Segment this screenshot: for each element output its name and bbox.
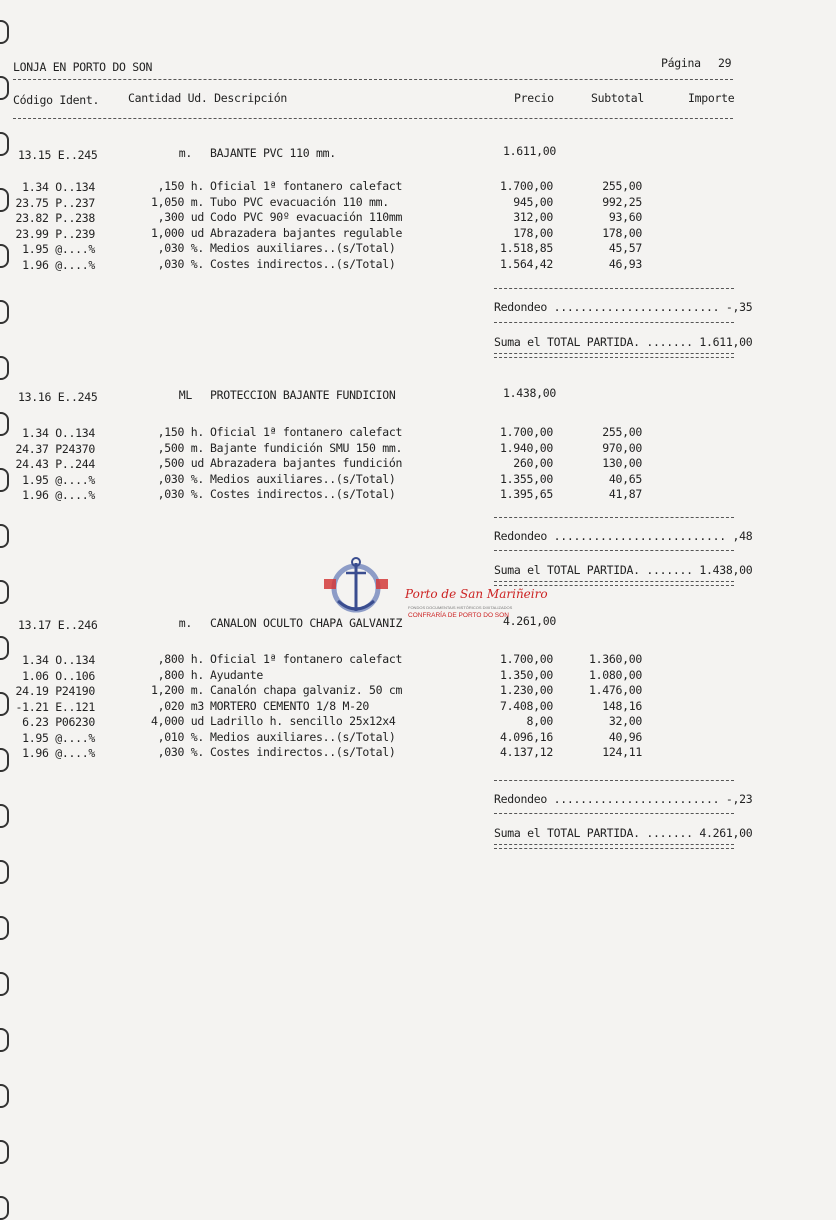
redondeo-line: Redondeo .......................... ,48 — [494, 529, 753, 543]
line-precio: 1.355,00 — [500, 471, 553, 486]
binding-ring — [0, 524, 9, 548]
line-subtotal: 992,25 — [602, 194, 642, 209]
line-code: 1.34 O..134 — [22, 653, 95, 667]
line-quantity: ,030 %. — [157, 487, 204, 501]
anchor-logo-icon — [316, 553, 406, 623]
partida-description: CANALON OCULTO CHAPA GALVANIZ — [210, 616, 403, 630]
line-precio: 1.564,42 — [500, 256, 553, 271]
line-code: 6.23 P06230 — [22, 715, 95, 729]
line-precio: 1.700,00 — [500, 652, 553, 666]
col-subtotal: Subtotal — [591, 91, 644, 105]
line-subtotal: 93,60 — [608, 210, 642, 224]
line-description: Costes indirectos..(s/Total) — [210, 487, 396, 501]
suma-total-line: Suma el TOTAL PARTIDA. ....... 1.611,00 — [494, 335, 753, 349]
suma-rule — [494, 322, 734, 323]
line-code: 24.37 P24370 — [15, 441, 95, 456]
line-subtotal: 45,57 — [608, 241, 642, 255]
binding-ring — [0, 356, 9, 380]
redondeo-line: Redondeo ......................... -,23 — [494, 792, 753, 806]
partida-unit: m. — [178, 616, 192, 630]
line-code: 1.34 O..134 — [22, 426, 95, 440]
line-quantity: ,300 ud — [157, 210, 204, 224]
line-description: Ladrillo h. sencillo 25x12x4 — [210, 714, 396, 728]
redondeo-rule — [494, 517, 734, 518]
line-subtotal: 40,96 — [608, 729, 642, 744]
line-precio: 1.395,65 — [500, 487, 553, 501]
line-precio: 7.408,00 — [500, 698, 553, 713]
line-code: 1.06 O..106 — [22, 668, 95, 683]
line-description: Abrazadera bajantes fundición — [210, 456, 403, 470]
line-precio: 312,00 — [513, 210, 553, 224]
suma-total-line: Suma el TOTAL PARTIDA. ....... 1.438,00 — [494, 563, 753, 577]
line-description: Medios auxiliares..(s/Total) — [210, 729, 396, 744]
line-code: 24.43 P..244 — [15, 457, 95, 471]
line-code: 1.34 O..134 — [22, 180, 95, 194]
line-subtotal: 124,11 — [602, 745, 642, 759]
line-quantity: ,800 h. — [157, 667, 204, 682]
header-rule-top — [13, 79, 733, 80]
binding-ring — [0, 300, 9, 324]
line-subtotal: 255,00 — [602, 179, 642, 193]
line-code: 24.19 P24190 — [15, 684, 95, 698]
line-quantity: ,030 %. — [157, 745, 204, 759]
line-description: Ayudante — [210, 667, 263, 682]
line-precio: 1.700,00 — [500, 425, 553, 439]
col-cantidad-descripcion: Cantidad Ud. Descripción — [128, 91, 287, 105]
total-double-rule — [494, 581, 734, 586]
stamp-brand: Porto de San Mariñeiro — [405, 587, 548, 601]
binding-ring — [0, 20, 9, 44]
line-code: -1.21 E..121 — [15, 699, 95, 714]
line-subtotal: 46,93 — [608, 256, 642, 271]
line-subtotal: 1.360,00 — [589, 652, 642, 666]
line-precio: 8,00 — [526, 714, 553, 728]
partida-code: 13.15 E..245 — [18, 148, 98, 162]
line-subtotal: 1.080,00 — [589, 667, 642, 682]
line-description: Codo PVC 90º evacuación 110mm — [210, 210, 403, 224]
binding-ring — [0, 1140, 9, 1164]
line-quantity: ,150 h. — [157, 179, 204, 193]
col-codigo: Código Ident. — [13, 93, 100, 107]
line-description: Bajante fundición SMU 150 mm. — [210, 440, 403, 455]
line-precio: 178,00 — [513, 225, 553, 240]
line-code: 1.95 @....% — [22, 242, 95, 256]
line-quantity: 4,000 ud — [151, 714, 204, 728]
binding-ring — [0, 804, 9, 828]
line-description: Tubo PVC evacuación 110 mm. — [210, 194, 389, 209]
line-description: Oficial 1ª fontanero calefact — [210, 652, 403, 666]
page-number: 29 — [718, 56, 732, 70]
header-rule-bottom — [13, 118, 733, 119]
line-quantity: ,020 m3 — [157, 698, 204, 713]
binding-ring — [0, 972, 9, 996]
line-precio: 945,00 — [513, 194, 553, 209]
suma-rule — [494, 550, 734, 551]
line-precio: 4.096,16 — [500, 729, 553, 744]
line-precio: 1.518,85 — [500, 241, 553, 255]
line-subtotal: 1.476,00 — [589, 683, 642, 697]
partida-price: 1.438,00 — [503, 386, 556, 400]
line-description: Abrazadera bajantes regulable — [210, 225, 403, 240]
line-code: 1.96 @....% — [22, 488, 95, 502]
line-precio: 1.350,00 — [500, 667, 553, 682]
binding-ring — [0, 1084, 9, 1108]
binding-ring — [0, 860, 9, 884]
line-subtotal: 32,00 — [608, 714, 642, 728]
redondeo-rule — [494, 780, 734, 781]
line-subtotal: 40,65 — [608, 471, 642, 486]
line-quantity: 1,050 m. — [151, 194, 204, 209]
line-code: 1.95 @....% — [22, 730, 95, 745]
total-double-rule — [494, 844, 734, 849]
partida-price: 1.611,00 — [503, 144, 556, 158]
line-quantity: 1,000 ud — [151, 225, 204, 240]
line-precio: 1.230,00 — [500, 683, 553, 697]
line-quantity: 1,200 m. — [151, 683, 204, 697]
line-description: Medios auxiliares..(s/Total) — [210, 241, 396, 255]
line-code: 23.99 P..239 — [15, 226, 95, 241]
partida-description: PROTECCION BAJANTE FUNDICION — [210, 388, 396, 402]
line-precio: 1.700,00 — [500, 179, 553, 193]
line-code: 1.96 @....% — [22, 746, 95, 760]
line-subtotal: 41,87 — [608, 487, 642, 501]
line-quantity: ,030 %. — [157, 241, 204, 255]
line-code: 23.75 P..237 — [15, 195, 95, 210]
partida-description: BAJANTE PVC 110 mm. — [210, 146, 336, 160]
redondeo-line: Redondeo ......................... -,35 — [494, 300, 753, 314]
binding-ring — [0, 132, 9, 156]
line-subtotal: 970,00 — [602, 440, 642, 455]
suma-rule — [494, 813, 734, 814]
partida-code: 13.16 E..245 — [18, 390, 98, 404]
line-precio: 260,00 — [513, 456, 553, 470]
line-subtotal: 255,00 — [602, 425, 642, 439]
line-description: Costes indirectos..(s/Total) — [210, 745, 396, 759]
partida-code: 13.17 E..246 — [18, 618, 98, 632]
line-description: Canalón chapa galvaniz. 50 cm — [210, 683, 403, 697]
line-precio: 1.940,00 — [500, 440, 553, 455]
partida-unit: ML — [178, 388, 192, 402]
line-description: Oficial 1ª fontanero calefact — [210, 425, 403, 439]
stamp-subtitle: FONDOS DOCUMENTAIS HISTÓRICOS DIXITALIZADOS — [408, 605, 513, 610]
line-subtotal: 148,16 — [602, 698, 642, 713]
line-subtotal: 178,00 — [602, 225, 642, 240]
line-subtotal: 130,00 — [602, 456, 642, 470]
stamp-confraria: CONFRARÍA DE PORTO DO SON — [408, 612, 509, 619]
binding-ring — [0, 1028, 9, 1052]
line-code: 23.82 P..238 — [15, 211, 95, 225]
total-double-rule — [494, 353, 734, 358]
line-quantity: ,030 %. — [157, 256, 204, 271]
suma-total-line: Suma el TOTAL PARTIDA. ....... 4.261,00 — [494, 826, 753, 840]
partida-price: 4.261,00 — [503, 614, 556, 628]
col-precio: Precio — [514, 91, 554, 105]
line-quantity: ,010 %. — [157, 729, 204, 744]
line-description: MORTERO CEMENTO 1/8 M-20 — [210, 698, 369, 713]
binding-ring — [0, 76, 9, 100]
line-code: 1.95 @....% — [22, 472, 95, 487]
line-description: Oficial 1ª fontanero calefact — [210, 179, 403, 193]
binding-ring — [0, 580, 9, 604]
col-importe: Importe — [688, 91, 735, 105]
line-quantity: ,500 m. — [157, 440, 204, 455]
line-quantity: ,800 h. — [157, 652, 204, 666]
line-description: Costes indirectos..(s/Total) — [210, 256, 396, 271]
line-precio: 4.137,12 — [500, 745, 553, 759]
project-title: LONJA EN PORTO DO SON — [13, 60, 153, 74]
redondeo-rule — [494, 288, 734, 289]
line-quantity: ,030 %. — [157, 471, 204, 486]
line-description: Medios auxiliares..(s/Total) — [210, 471, 396, 486]
line-quantity: ,500 ud — [157, 456, 204, 470]
line-quantity: ,150 h. — [157, 425, 204, 439]
line-code: 1.96 @....% — [22, 257, 95, 272]
binding-ring — [0, 916, 9, 940]
page-label: Página — [661, 56, 701, 70]
partida-unit: m. — [178, 146, 192, 160]
